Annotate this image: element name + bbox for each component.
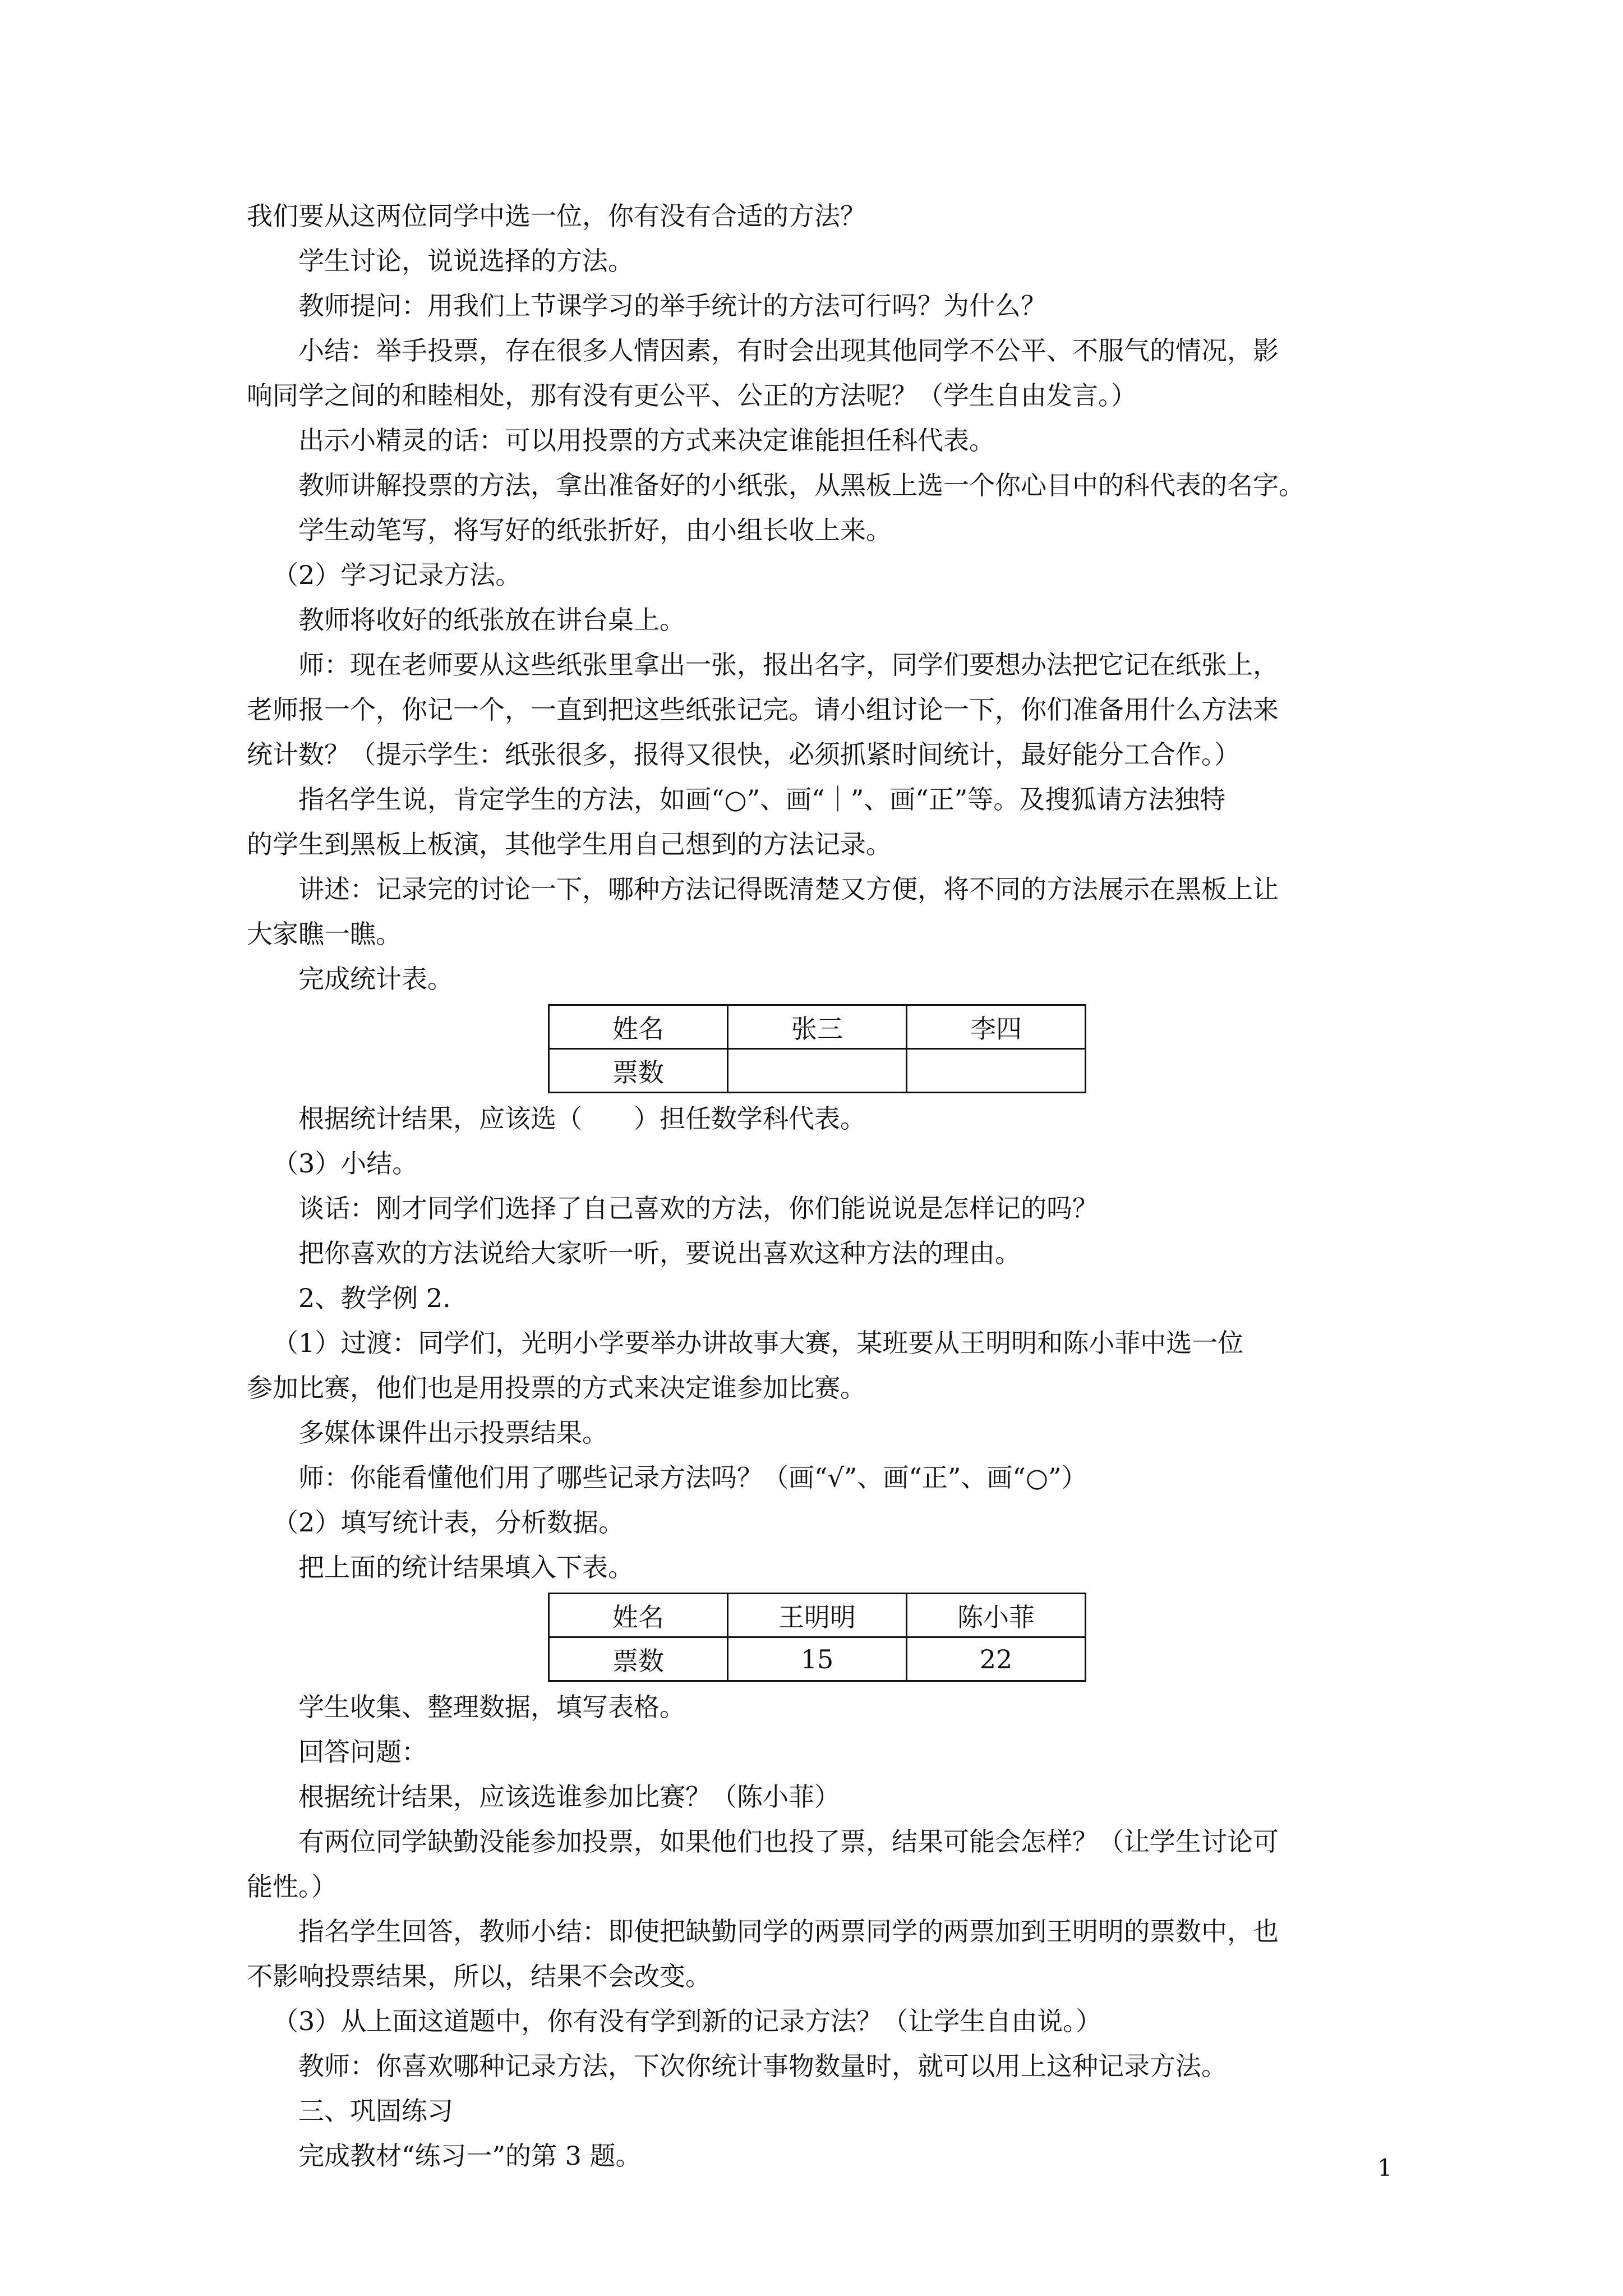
paragraph: 讲述：记录完的讨论一下，哪种方法记得既清楚又方便，将不同的方法展示在黑板上让 — [298, 874, 1279, 904]
paragraph: 教师将收好的纸张放在讲台桌上。 — [298, 605, 685, 635]
section-heading: 2、教学例 2. — [298, 1283, 451, 1313]
paragraph: 教师：你喜欢哪种记录方法，下次你统计事物数量时，就可以用上这种记录方法。 — [298, 2051, 1227, 2081]
paragraph: 参加比赛，他们也是用投票的方式来决定谁参加比赛。 — [247, 1373, 866, 1403]
paragraph: 响同学之间的和睦相处，那有没有更公平、公正的方法呢？（学生自由发言。） — [247, 380, 1137, 411]
table-cell: 票数 — [549, 1637, 728, 1681]
table-row — [549, 1049, 1086, 1093]
table-cell: 王明明 — [728, 1594, 907, 1637]
paragraph: 不影响投票结果，所以，结果不会改变。 — [247, 1961, 711, 1991]
paragraph: 师：现在老师要从这些纸张里拿出一张，报出名字，同学们要想办法把它记在纸张上， — [298, 650, 1279, 680]
paragraph: 指名学生回答，教师小结：即使把缺勤同学的两票同学的两票加到王明明的票数中，也 — [298, 1916, 1279, 1947]
table-cell: 姓名 — [549, 1594, 728, 1637]
page-number: 1 — [1377, 2154, 1393, 2182]
paragraph: 把你喜欢的方法说给大家听一听，要说出喜欢这种方法的理由。 — [298, 1238, 1021, 1268]
table-cell: 姓名 — [549, 1005, 728, 1049]
table-cell — [728, 1049, 907, 1093]
paragraph: 小结：举手投票，存在很多人情因素，有时会出现其他同学不公平、不服气的情况，影 — [298, 335, 1279, 366]
paragraph: 出示小精灵的话：可以用投票的方式来决定谁能担任科代表。 — [298, 425, 995, 455]
paragraph: 我们要从这两位同学中选一位，你有没有合适的方法？ — [247, 201, 866, 231]
section-heading: （2）学习记录方法。 — [273, 560, 522, 590]
paragraph: 老师报一个，你记一个，一直到把这些纸张记完。请小组讨论一下，你们准备用什么方法来 — [247, 694, 1279, 725]
paragraph: 把上面的统计结果填入下表。 — [298, 1552, 634, 1582]
paragraph: 教师讲解投票的方法，拿出准备好的小纸张，从黑板上选一个你心目中的科代表的名字。 — [298, 470, 1304, 500]
paragraph: 谈话：刚才同学们选择了自己喜欢的方法，你们能说说是怎样记的吗？ — [298, 1193, 1098, 1223]
paragraph: 学生动笔写，将写好的纸张折好，由小组长收上来。 — [298, 515, 892, 545]
paragraph: 多媒体课件出示投票结果。 — [298, 1418, 608, 1448]
table-cell: 15 — [728, 1637, 907, 1681]
paragraph: 回答问题： — [298, 1737, 427, 1767]
vote-table-1 — [548, 1004, 1086, 1093]
paragraph: 教师提问：用我们上节课学习的举手统计的方法可行吗？为什么？ — [298, 291, 1046, 321]
paragraph: 大家瞧一瞧。 — [247, 919, 402, 949]
paragraph: 有两位同学缺勤没能参加投票，如果他们也投了票，结果可能会怎样？（让学生讨论可 — [298, 1826, 1279, 1857]
paragraph: 能性。） — [247, 1871, 337, 1902]
paragraph: （3）从上面这道题中，你有没有学到新的记录方法？（让学生自由说。） — [273, 2006, 1102, 2036]
table-cell: 票数 — [549, 1049, 728, 1093]
document-body — [247, 194, 1391, 2178]
paragraph: 学生讨论，说说选择的方法。 — [298, 246, 634, 276]
table-row — [549, 1637, 1086, 1681]
table-cell: 张三 — [728, 1005, 907, 1049]
table-cell: 22 — [907, 1637, 1086, 1681]
section-heading: （3）小结。 — [273, 1148, 418, 1179]
table-cell: 陈小菲 — [907, 1594, 1086, 1637]
paragraph: 的学生到黑板上板演，其他学生用自己想到的方法记录。 — [247, 829, 892, 859]
paragraph: 完成教材“练习一”的第 3 题。 — [298, 2141, 642, 2171]
paragraph: 指名学生说，肯定学生的方法，如画“○”、画“｜”、画“正”等。及搜狐请方法独特 — [298, 784, 1226, 815]
paragraph: 统计数？（提示学生：纸张很多，报得又很快，必须抓紧时间统计，最好能分工合作。） — [247, 739, 1240, 770]
paragraph: 师：你能看懂他们用了哪些记录方法吗？（画“√”、画“正”、画“○”） — [298, 1462, 1087, 1493]
table-cell — [907, 1049, 1086, 1093]
table-row — [549, 1005, 1086, 1049]
paragraph: 根据统计结果，应该选（ ）担任数学科代表。 — [298, 1103, 866, 1134]
paragraph: （1）过渡：同学们，光明小学要举办讲故事大赛，某班要从王明明和陈小菲中选一位 — [273, 1328, 1244, 1358]
paragraph: 学生收集、整理数据，填写表格。 — [298, 1692, 685, 1722]
table-row — [549, 1594, 1086, 1637]
paragraph: 完成统计表。 — [298, 964, 453, 994]
section-heading: 三、巩固练习 — [298, 2096, 453, 2126]
section-heading: （2）填写统计表，分析数据。 — [273, 1507, 625, 1538]
paragraph: 根据统计结果，应该选谁参加比赛？（陈小菲） — [298, 1782, 840, 1812]
vote-table-2 — [548, 1593, 1086, 1682]
table-cell: 李四 — [907, 1005, 1086, 1049]
